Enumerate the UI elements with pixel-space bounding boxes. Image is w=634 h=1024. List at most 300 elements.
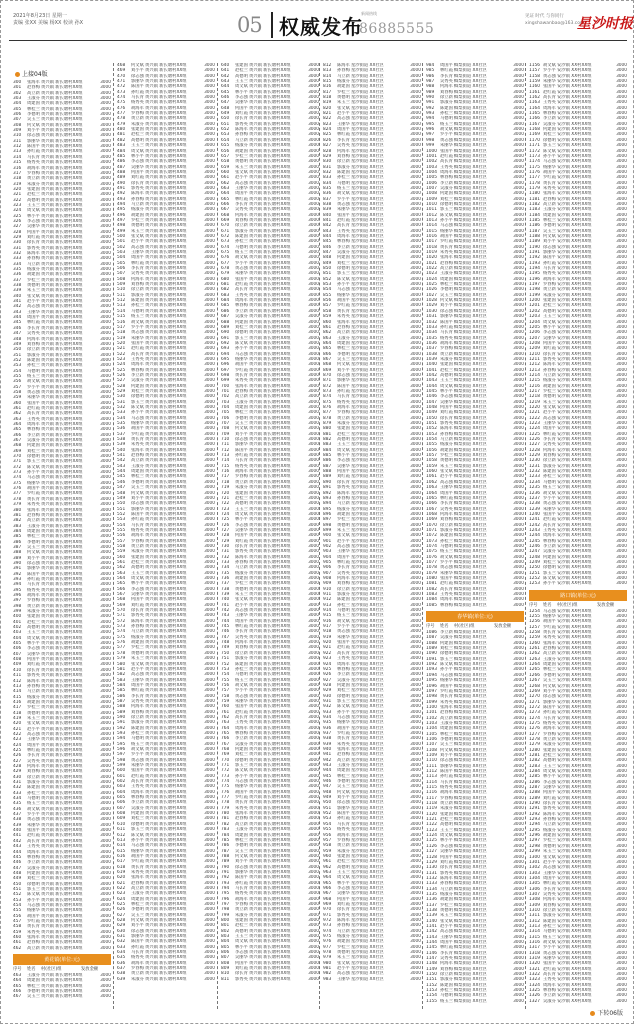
row-amount: 3000 xyxy=(410,501,421,507)
row-name: 吴玉兰 xyxy=(543,678,556,684)
row-name: 郭淑芬 xyxy=(27,780,40,786)
row-address: 黄兴镇 新长塘村XX组 xyxy=(145,271,187,277)
row-amount: 3000 xyxy=(308,95,319,101)
row-number: 664 xyxy=(221,191,230,197)
row-amount: 3000 xyxy=(100,283,111,289)
row-amount: 3000 xyxy=(204,736,215,742)
row-amount: 3000 xyxy=(204,511,215,517)
row-name: 王淑芬 xyxy=(27,523,40,529)
row-name: 徐志强 xyxy=(440,758,453,764)
row-amount: 3000 xyxy=(100,978,111,984)
row-name: 胡国平 xyxy=(337,298,350,304)
row-address: 安沙镇 XX村XX组 xyxy=(557,292,592,298)
list-column xyxy=(221,63,319,1015)
row-address: 星沙街道 XX社区 xyxy=(351,960,385,966)
row-number: 686 xyxy=(221,308,230,314)
row-name: 陈海军 xyxy=(543,362,556,368)
row-name: 王秀英 xyxy=(235,292,248,298)
row-address: 星沙街道 XX社区 xyxy=(351,650,385,656)
row-address: 安沙镇 XX村XX组 xyxy=(557,608,592,614)
row-name: 吴淑芬 xyxy=(440,635,453,641)
row-number: 682 xyxy=(221,287,230,293)
row-number: 344 xyxy=(13,315,22,321)
row-address: 黄兴镇 新长塘村XX组 xyxy=(41,694,83,700)
row-name: 张建国 xyxy=(27,614,40,620)
row-name: 吴淑芬 xyxy=(543,121,556,127)
row-number: 531 xyxy=(117,399,126,405)
row-address: 黄兴镇 新长塘村XX组 xyxy=(145,698,187,704)
row-amount: 3000 xyxy=(100,379,111,385)
row-number: 869 xyxy=(323,367,332,373)
row-amount: 3000 xyxy=(616,608,627,614)
row-address: 星沙街道 XX社区 xyxy=(351,784,385,790)
row-number: 792 xyxy=(221,875,230,881)
row-name: 张建国 xyxy=(235,490,248,496)
row-number: 963 xyxy=(323,869,332,875)
row-number: 733 xyxy=(221,559,230,565)
row-number: 602 xyxy=(117,779,126,785)
row-name: 杨秀英 xyxy=(235,463,248,469)
row-amount: 3000 xyxy=(204,442,215,448)
row-name: 李志强 xyxy=(337,885,350,891)
row-amount: 3000 xyxy=(410,228,421,234)
row-amount: 3000 xyxy=(616,153,627,159)
row-amount: 3000 xyxy=(204,485,215,491)
row-number: 1129 xyxy=(426,859,437,865)
row-number: 1131 xyxy=(426,870,437,876)
row-amount: 3000 xyxy=(204,688,215,694)
row-amount: 3000 xyxy=(410,522,421,528)
row-address: 黄兴镇 新长塘村XX组 xyxy=(145,955,187,961)
row-name: 赵春梅 xyxy=(337,324,350,330)
row-name: 刘桂兰 xyxy=(440,646,453,652)
row-number: 802 xyxy=(221,928,230,934)
row-address: 星沙街道 XX社区 xyxy=(351,367,385,373)
row-number: 527 xyxy=(117,378,126,384)
row-address: 黄兴镇 新长塘村XX组 xyxy=(249,191,291,197)
row-name: 林桂兰 xyxy=(27,106,40,112)
row-amount: 3000 xyxy=(308,624,319,630)
row-name: 高长青 xyxy=(440,159,453,165)
row-name: 周建国 xyxy=(440,726,453,732)
row-number: 1284 xyxy=(529,769,540,774)
row-amount: 3000 xyxy=(308,159,319,165)
row-number: 1013 xyxy=(426,217,437,223)
row-number: 732 xyxy=(221,554,230,560)
row-amount: 3000 xyxy=(308,784,319,790)
row-name: 高志强 xyxy=(543,415,556,421)
row-name: 胡文斌 xyxy=(27,379,40,385)
row-name: 罗桂兰 xyxy=(235,581,248,587)
row-address: 榔梨街道 XX社区 xyxy=(454,656,488,662)
row-number: 431 xyxy=(13,780,22,786)
row-number: 1053 xyxy=(426,431,437,437)
row-name: 罗春梅 xyxy=(440,346,453,352)
row-number: 778 xyxy=(221,800,230,806)
row-name: 马志强 xyxy=(440,223,453,229)
row-number: 485 xyxy=(117,153,126,159)
row-address: 黄兴镇 新长塘村XX组 xyxy=(249,934,291,940)
row-address: 安沙镇 XX村XX组 xyxy=(557,356,592,362)
row-amount: 3000 xyxy=(100,218,111,224)
row-amount: 3000 xyxy=(513,485,524,491)
row-name: 赵春梅 xyxy=(543,646,556,652)
row-number: 308 xyxy=(13,122,22,128)
row-number: 1084 xyxy=(426,597,437,603)
row-address: 黄兴镇 新长塘村XX组 xyxy=(41,571,83,577)
row-amount: 3000 xyxy=(308,741,319,747)
row-number: 930 xyxy=(323,693,332,699)
row-amount: 3000 xyxy=(513,410,524,416)
row-name: 黄立新 xyxy=(131,116,144,122)
row-amount: 3000 xyxy=(308,966,319,972)
row-amount: 3000 xyxy=(410,709,421,715)
row-address: 安沙镇 XX村XX组 xyxy=(557,635,592,641)
row-amount: 3000 xyxy=(204,175,215,181)
row-address: 黄兴镇 新长塘村XX组 xyxy=(41,715,83,721)
row-name: 何海军 xyxy=(131,276,144,282)
row-number: 874 xyxy=(323,394,332,400)
row-address: 黄兴镇 新长塘村XX组 xyxy=(145,629,187,635)
row-name: 朱玉兰 xyxy=(543,399,556,405)
row-amount: 3000 xyxy=(616,196,627,202)
row-amount: 3000 xyxy=(100,983,111,989)
row-address: 黄兴镇 新长塘村XX组 xyxy=(145,485,187,491)
row-amount: 3000 xyxy=(410,159,421,165)
row-number: 944 xyxy=(323,768,332,774)
row-address: 黄兴镇 新长塘村XX组 xyxy=(145,223,187,229)
row-number: 1231 xyxy=(529,463,540,469)
row-number: 1082 xyxy=(426,586,437,592)
row-number: 826 xyxy=(323,137,332,143)
row-address: 榔梨街道 XX社区 xyxy=(454,437,488,443)
row-number: 513 xyxy=(117,303,126,309)
row-address: 安沙镇 XX村XX组 xyxy=(557,388,592,394)
row-address: 黄兴镇 新长塘村XX组 xyxy=(41,154,83,160)
row-amount: 3000 xyxy=(204,394,215,400)
row-address: 黄兴镇 新长塘村XX组 xyxy=(41,336,83,342)
row-amount: 3000 xyxy=(513,934,524,940)
row-address: 黄兴镇 新长塘村XX组 xyxy=(145,586,187,592)
row-name: 高志强 xyxy=(337,543,350,549)
row-number: 388 xyxy=(13,550,22,556)
row-amount: 3000 xyxy=(513,383,524,389)
row-number: 1160 xyxy=(529,84,540,90)
row-amount: 3000 xyxy=(204,570,215,576)
row-number: 893 xyxy=(323,495,332,501)
row-amount: 3000 xyxy=(308,698,319,704)
row-address: 黄兴镇 新长塘村XX组 xyxy=(249,148,291,154)
row-number: 734 xyxy=(221,565,230,571)
row-name: 何建国 xyxy=(27,870,40,876)
row-number: 1181 xyxy=(529,196,540,202)
row-name: 刘春梅 xyxy=(543,453,556,459)
row-amount: 3000 xyxy=(513,63,524,68)
row-name: 胡文斌 xyxy=(235,682,248,688)
row-name: 李德明 xyxy=(27,539,40,545)
row-name: 朱秀英 xyxy=(131,442,144,448)
row-number: 353 xyxy=(13,363,22,369)
row-name: 朱淑芬 xyxy=(131,976,144,982)
row-number: 540 xyxy=(117,447,126,453)
row-name: 孙小平 xyxy=(440,667,453,673)
row-address: 星沙街道 XX社区 xyxy=(351,506,385,512)
row-amount: 3000 xyxy=(204,121,215,127)
row-amount: 3000 xyxy=(100,395,111,401)
row-amount: 3000 xyxy=(410,121,421,127)
row-number: 706 xyxy=(221,415,230,421)
row-number: 701 xyxy=(221,388,230,394)
row-name: 林红霞 xyxy=(27,320,40,326)
row-amount: 3000 xyxy=(100,336,111,342)
row-address: 黄兴镇 新长塘村XX组 xyxy=(249,346,291,352)
row-address: 星沙街道 XX社区 xyxy=(351,741,385,747)
row-name: 罗桂兰 xyxy=(337,944,350,950)
row-number: 589 xyxy=(117,709,126,715)
row-number: 1239 xyxy=(529,506,540,512)
row-amount: 3000 xyxy=(410,966,421,972)
row-number: 735 xyxy=(221,570,230,576)
row-number: 480 xyxy=(117,127,126,133)
row-number: 878 xyxy=(323,415,332,421)
row-name: 高立新 xyxy=(27,945,40,951)
row-amount: 3000 xyxy=(100,833,111,839)
row-amount: 3000 xyxy=(308,666,319,672)
row-name: 朱淑芬 xyxy=(27,609,40,615)
row-number: 316 xyxy=(13,165,22,171)
row-amount: 3000 xyxy=(410,495,421,501)
row-name: 郭淑芬 xyxy=(543,463,556,469)
row-address: 黄兴镇 新长塘村XX组 xyxy=(145,201,187,207)
row-amount: 3000 xyxy=(308,100,319,106)
row-number: 1088 xyxy=(426,640,437,646)
row-address: 星沙街道 XX社区 xyxy=(351,704,385,710)
row-address: 黄兴镇 新长塘村XX组 xyxy=(41,978,83,984)
row-address: 榔梨街道 XX社区 xyxy=(454,479,488,485)
row-address: 黄兴镇 新长塘村XX组 xyxy=(41,849,83,855)
row-amount: 3000 xyxy=(513,785,524,791)
row-amount: 3000 xyxy=(308,388,319,394)
row-number: 1161 xyxy=(529,89,540,95)
row-amount: 3000 xyxy=(204,848,215,854)
row-amount: 3000 xyxy=(100,582,111,588)
row-name: 胡国平 xyxy=(543,619,556,625)
row-address: 黄兴镇 新长塘村XX组 xyxy=(145,372,187,378)
row-number: 1229 xyxy=(529,453,540,459)
row-amount: 3000 xyxy=(513,902,524,908)
row-address: 安沙镇 XX村XX组 xyxy=(557,699,592,705)
row-number: 463 xyxy=(13,973,22,979)
row-amount: 3000 xyxy=(410,362,421,368)
row-address: 黄兴镇 新长塘村XX组 xyxy=(145,859,187,865)
row-number: 594 xyxy=(117,736,126,742)
row-address: 榔梨街道 XX社区 xyxy=(454,897,488,903)
row-address: 星沙街道 XX社区 xyxy=(351,89,385,95)
row-address: 榔梨街道 XX社区 xyxy=(454,73,488,79)
row-name: 朱丽华 xyxy=(27,822,40,828)
row-amount: 3000 xyxy=(513,223,524,229)
row-amount: 3000 xyxy=(410,399,421,405)
row-address: 榔梨街道 XX社区 xyxy=(454,565,488,571)
row-address: 黄兴镇 新长塘村XX组 xyxy=(41,299,83,305)
row-address: 黄兴镇 新长塘村XX组 xyxy=(41,699,83,705)
row-number: 582 xyxy=(117,672,126,678)
row-number: 753 xyxy=(221,666,230,672)
row-name: 李长青 xyxy=(337,137,350,143)
row-number: 1287 xyxy=(529,785,540,791)
row-amount: 3000 xyxy=(308,255,319,261)
row-name: 徐志强 xyxy=(131,501,144,507)
row-amount: 3000 xyxy=(204,292,215,298)
row-address: 安沙镇 XX村XX组 xyxy=(557,779,592,785)
row-amount: 3000 xyxy=(308,89,319,95)
row-amount: 3000 xyxy=(410,581,421,587)
row-address: 黄兴镇 新长塘村XX组 xyxy=(145,869,187,875)
row-name: 何文斌 xyxy=(131,63,144,68)
row-name: 陈文斌 xyxy=(131,832,144,838)
row-address: 黄兴镇 新长塘村XX组 xyxy=(249,730,291,736)
row-number: 708 xyxy=(221,426,230,432)
row-number: 729 xyxy=(221,538,230,544)
row-address: 榔梨街道 XX社区 xyxy=(454,923,488,929)
row-number: 1241 xyxy=(529,517,540,523)
row-amount: 3000 xyxy=(513,763,524,769)
row-name: 马长青 xyxy=(543,266,556,272)
row-amount: 3000 xyxy=(513,250,524,256)
row-address: 安沙镇 XX村XX组 xyxy=(557,511,592,517)
row-name: 李志强 xyxy=(27,218,40,224)
row-address: 星沙街道 XX社区 xyxy=(351,330,385,336)
row-number: 473 xyxy=(117,89,126,95)
row-address: 黄兴镇 新长塘村XX组 xyxy=(249,939,291,945)
row-address: 榔梨街道 XX社区 xyxy=(454,234,488,239)
row-name: 胡国平 xyxy=(440,234,453,239)
row-name: 张文斌 xyxy=(440,918,453,924)
row-name: 王淑芬 xyxy=(27,96,40,102)
row-number: 452 xyxy=(13,892,22,898)
row-address: 黄兴镇 新长塘村XX组 xyxy=(249,164,291,170)
row-number: 1151 xyxy=(426,977,437,983)
row-name: 胡国平 xyxy=(27,913,40,919)
row-name: 孙桂兰 xyxy=(337,175,350,181)
row-address: 安沙镇 XX村XX组 xyxy=(557,651,592,657)
row-address: 榔梨街道 XX社区 xyxy=(454,399,488,405)
row-address: 榔梨街道 XX社区 xyxy=(454,683,488,689)
row-address: 黄兴镇 新长塘村XX组 xyxy=(145,495,187,501)
row-amount: 3000 xyxy=(100,774,111,780)
row-address: 榔梨街道 XX社区 xyxy=(454,806,488,812)
row-number: 1001 xyxy=(426,153,437,159)
row-address: 黄兴镇 新长塘村XX组 xyxy=(249,875,291,881)
row-number: 389 xyxy=(13,555,22,561)
row-address: 星沙街道 XX社区 xyxy=(351,698,385,704)
row-name: 郭丽华 xyxy=(27,566,40,572)
row-address: 榔梨街道 XX社区 xyxy=(454,132,488,138)
row-number: 827 xyxy=(323,143,332,149)
row-name: 赵桂兰 xyxy=(131,559,144,565)
row-amount: 3000 xyxy=(513,736,524,742)
row-address: 星沙街道 XX社区 xyxy=(351,356,385,362)
row-amount: 3000 xyxy=(100,234,111,240)
row-number: 762 xyxy=(221,714,230,720)
row-number: 1120 xyxy=(426,811,437,817)
row-name: 周文斌 xyxy=(543,319,556,325)
row-number: 328 xyxy=(13,229,22,235)
row-amount: 3000 xyxy=(204,196,215,202)
row-amount: 3000 xyxy=(308,533,319,539)
row-name: 孙春梅 xyxy=(131,624,144,630)
row-address: 榔梨街道 XX社区 xyxy=(454,570,488,576)
row-number: 767 xyxy=(221,741,230,747)
row-address: 黄兴镇 新长塘村XX组 xyxy=(249,239,291,245)
row-name: 马德明 xyxy=(131,308,144,314)
row-name: 刘小平 xyxy=(337,795,350,801)
row-name: 高德明 xyxy=(440,372,453,378)
row-number: 1209 xyxy=(529,346,540,352)
row-number: 300 xyxy=(13,80,22,85)
row-amount: 3000 xyxy=(410,324,421,330)
row-name: 郭淑芬 xyxy=(27,352,40,358)
row-name: 杨秀英 xyxy=(440,335,453,341)
row-address: 星沙街道 XX社区 xyxy=(351,271,385,277)
row-address: 黄兴镇 新长塘村XX组 xyxy=(41,368,83,374)
row-name: 吴秀英 xyxy=(27,758,40,764)
row-amount: 3000 xyxy=(204,266,215,272)
row-name: 孙春梅 xyxy=(337,68,350,74)
row-address: 榔梨街道 XX社区 xyxy=(454,362,488,368)
row-amount: 3000 xyxy=(513,180,524,186)
row-amount: 3000 xyxy=(100,945,111,951)
row-amount: 3000 xyxy=(616,785,627,791)
row-amount: 3000 xyxy=(308,298,319,304)
row-number: 390 xyxy=(13,560,22,566)
row-number: 1153 xyxy=(426,988,437,994)
row-name: 杨丽华 xyxy=(27,480,40,486)
row-address: 黄兴镇 新长塘村XX组 xyxy=(249,570,291,576)
row-amount: 3000 xyxy=(513,720,524,726)
row-amount: 3000 xyxy=(204,495,215,501)
row-name: 陈海军 xyxy=(27,251,40,256)
row-name: 徐德明 xyxy=(131,394,144,400)
row-amount: 3000 xyxy=(513,447,524,453)
row-address: 星沙街道 XX社区 xyxy=(351,763,385,769)
row-number: 371 xyxy=(13,459,22,465)
row-name: 李立新 xyxy=(27,432,40,438)
row-address: 黄兴镇 新长塘村XX组 xyxy=(145,640,187,646)
row-amount: 3000 xyxy=(616,490,627,496)
row-address: 星沙街道 XX社区 xyxy=(351,421,385,427)
row-number: 816 xyxy=(323,84,332,90)
row-number: 861 xyxy=(323,324,332,330)
row-number: 368 xyxy=(13,443,22,449)
row-address: 榔梨街道 XX社区 xyxy=(454,993,488,999)
row-amount: 3000 xyxy=(410,629,421,635)
row-name: 王丽华 xyxy=(27,309,40,315)
row-name: 徐长青 xyxy=(543,801,556,807)
row-number: 605 xyxy=(117,795,126,801)
row-address: 黄兴镇 新长塘村XX组 xyxy=(145,95,187,101)
row-number: 1021 xyxy=(426,260,437,266)
row-name: 张建国 xyxy=(337,426,350,432)
row-amount: 3000 xyxy=(308,378,319,384)
row-amount: 3000 xyxy=(616,688,627,694)
row-amount: 3000 xyxy=(100,224,111,230)
row-address: 黄兴镇 新长塘村XX组 xyxy=(145,576,187,581)
row-address: 安沙镇 XX村XX组 xyxy=(557,250,592,256)
row-address: 黄兴镇 新长塘村XX组 xyxy=(145,784,187,790)
row-name: 刘春梅 xyxy=(337,581,350,587)
row-name: 王丽华 xyxy=(337,121,350,127)
